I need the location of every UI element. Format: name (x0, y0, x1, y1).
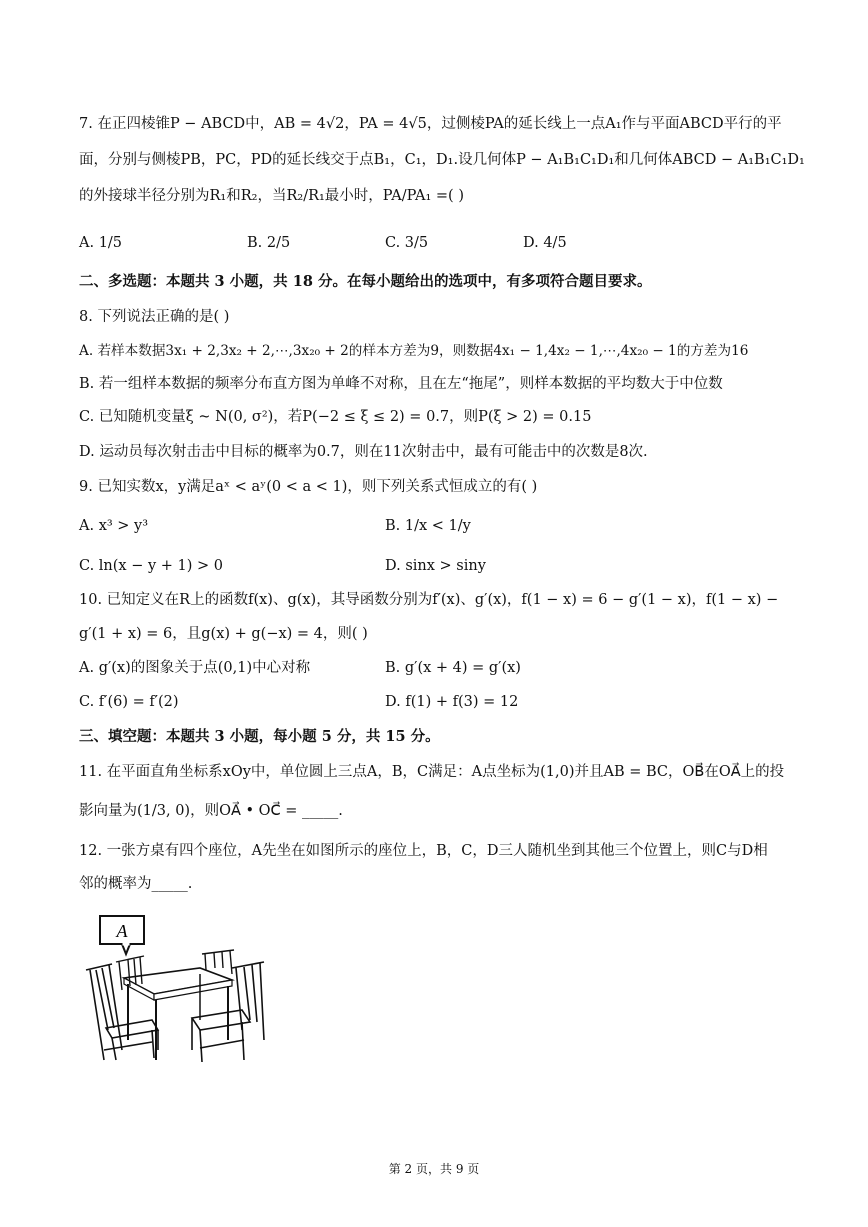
table-chairs-figure (82, 910, 272, 1070)
q7-line3: 的外接球半径分别为R₁和R₂，当R₂/R₁最小时，PA/PA₁ =( ) (79, 188, 464, 204)
q11-line1: 11. 在平面直角坐标系xOy中，单位圆上三点A，B，C满足：A点坐标为(1,0)并且AB = BC，OB⃗在OA⃗上的投 (79, 764, 785, 780)
q9-option-a: A. x³ > y³ (79, 518, 149, 534)
q10-line1: 10. 已知定义在R上的函数f(x)、g(x)，其导函数分别为f′(x)、g′(x)，f(1 − x) = 6 − g′(1 − x)，f(1 − x) − (79, 592, 779, 608)
q8-stem: 8. 下列说法正确的是( ) (79, 309, 230, 325)
q7-option-b: B. 2/5 (247, 235, 291, 251)
q7-option-a: A. 1/5 (79, 235, 123, 251)
section-fill-blank-heading: 三、填空题：本题共 3 小题，每小题 5 分，共 15 分。 (79, 728, 440, 745)
q7-option-c: C. 3/5 (385, 235, 429, 251)
q9-option-b: B. 1/x < 1/y (385, 518, 471, 534)
q8-option-a: A. 若样本数据3x₁ + 2,3x₂ + 2,⋯,3x₂₀ + 2的样本方差为9，则数据4x₁ − 1,4x₂ − 1,⋯,4x₂₀ − 1的方差为16 (79, 343, 749, 359)
q8-option-d: D. 运动员每次射击击中目标的概率为0.7，则在11次射击中，最有可能击中的次数是8次. (79, 444, 648, 460)
q7-line1: 7. 在正四棱锥P − ABCD中，AB = 4√2，PA = 4√5，过侧棱PA的延长线上一点A₁作与平面ABCD平行的平 (79, 116, 782, 132)
q9-option-c: C. ln(x − y + 1) > 0 (79, 558, 224, 574)
page-footer: 第 2 页，共 9 页 (388, 1162, 480, 1176)
seat-label-a: A (116, 921, 128, 941)
q10-option-b: B. g′(x + 4) = g′(x) (385, 660, 521, 676)
q7-option-d: D. 4/5 (523, 235, 567, 251)
q12-line1: 12. 一张方桌有四个座位，A先坐在如图所示的座位上，B，C，D三人随机坐到其他三个位置上，则C与D相 (79, 843, 768, 859)
q9-option-d: D. sinx > siny (385, 558, 486, 574)
q9-stem: 9. 已知实数x，y满足aˣ < aʸ(0 < a < 1)，则下列关系式恒成立的有( ) (79, 479, 538, 495)
q10-option-d: D. f(1) + f(3) = 12 (385, 694, 519, 710)
q8-option-b: B. 若一组样本数据的频率分布直方图为单峰不对称，且在左“拖尾”，则样本数据的平均数大于中位数 (79, 376, 723, 392)
q11-line2: 影向量为(1/3, 0)，则OA⃗ • OC⃗ = _____. (79, 803, 343, 819)
q12-line2: 邻的概率为_____. (79, 876, 193, 892)
q10-option-c: C. f′(6) = f′(2) (79, 694, 179, 710)
q8-option-c: C. 已知随机变量ξ ~ N(0, σ²)，若P(−2 ≤ ξ ≤ 2) = 0.7，则P(ξ > 2) = 0.15 (79, 409, 592, 425)
q7-line2: 面，分别与侧棱PB，PC，PD的延长线交于点B₁，C₁，D₁.设几何体P − A₁B₁C₁D₁和几何体ABCD − A₁B₁C₁D₁ (79, 152, 805, 168)
q10-option-a: A. g′(x)的图象关于点(0,1)中心对称 (79, 660, 311, 676)
section-multiple-choice-heading: 二、多选题：本题共 3 小题，共 18 分。在每小题给出的选项中，有多项符合题目要求。 (79, 273, 652, 290)
q10-line2: g′(1 + x) = 6，且g(x) + g(−x) = 4，则( ) (79, 626, 368, 642)
